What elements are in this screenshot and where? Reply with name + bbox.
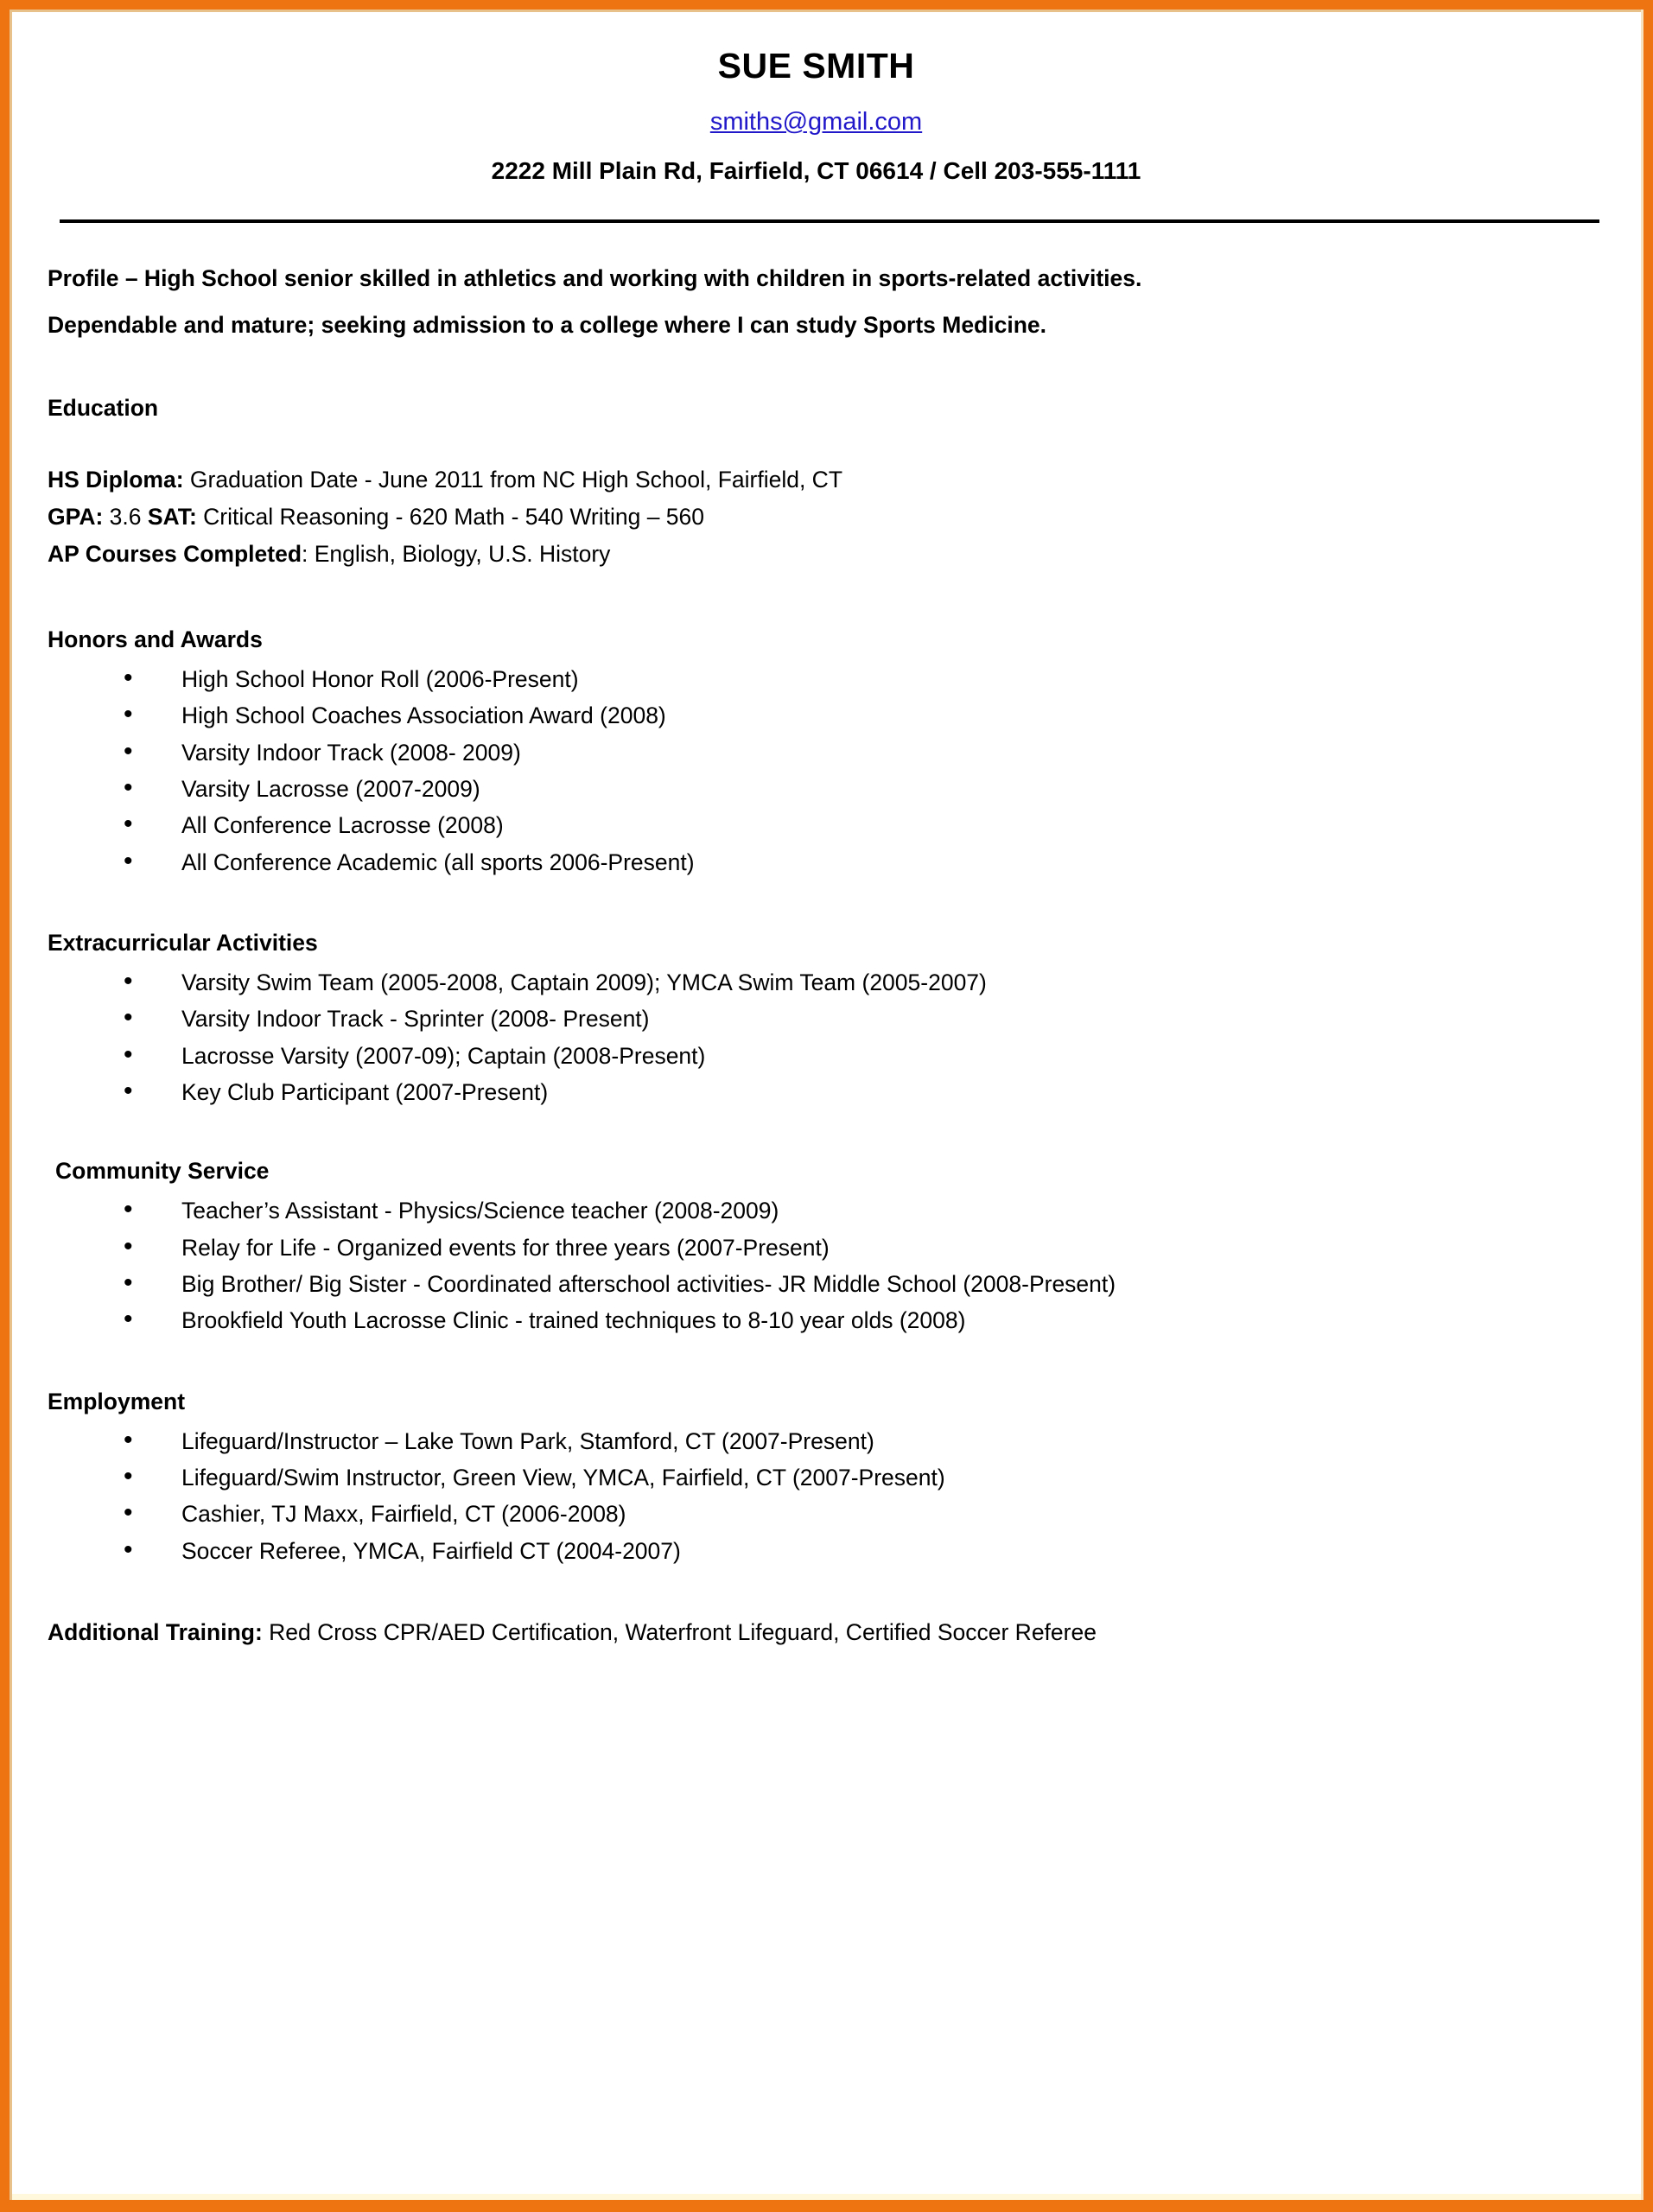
list-item: • Key Club Participant (2007-Present) (48, 1078, 1585, 1115)
document-sheet (12, 12, 1641, 2194)
email-link[interactable]: smiths@gmail.com (709, 108, 923, 137)
sat-value: Critical Reasoning - 620 Math - 540 Writing – 560 (196, 504, 705, 531)
list-item: • All Conference Academic (all sports 2006-Present) (48, 849, 1585, 885)
list-item: • Varsity Lacrosse (2007-2009) (48, 775, 1585, 811)
section-heading-honors-and-awards: Honors and Awards (48, 626, 263, 653)
list-item: • High School Coaches Association Award (2008) (48, 702, 1585, 738)
ap-courses-value: : English, Biology, U.S. History (302, 541, 611, 568)
honors-list (48, 665, 1585, 885)
page-border-inner-top (0, 10, 1653, 12)
list-item: • Varsity Indoor Track (2008- 2009) (48, 739, 1585, 775)
list-item: • Lifeguard/Swim Instructor, Green View, YMCA, Fairfield, CT (2007-Present) (48, 1464, 1585, 1500)
email-row (48, 108, 1585, 137)
profile-section (48, 261, 1585, 343)
list-item: • Cashier, TJ Maxx, Fairfield, CT (2006-2008) (48, 1500, 1585, 1536)
section-heading-employment: Employment (48, 1388, 186, 1414)
extracurricular-list (48, 969, 1585, 1115)
additional-training-label: Additional Training: (48, 1618, 263, 1645)
diploma-label: HS Diploma: (48, 467, 184, 493)
document-content (12, 47, 1641, 1649)
list-item: • Lifeguard/Instructor – Lake Town Park, Stamford, CT (2007-Present) (48, 1427, 1585, 1464)
diploma-value: Graduation Date - June 2011 from NC High School, Fairfield, CT (183, 467, 843, 493)
education-diploma-row (48, 463, 1585, 497)
list-item: • Varsity Indoor Track - Sprinter (2008- Present) (48, 1005, 1585, 1041)
page-border-top (0, 0, 1653, 10)
list-item: • Varsity Swim Team (2005-2008, Captain 2009); YMCA Swim Team (2005-2007) (48, 969, 1585, 1005)
page-border-inner-bottom (0, 2194, 1653, 2200)
sat-label: SAT: (147, 504, 197, 531)
section-heading-education: Education (48, 395, 159, 422)
header-divider-rule (60, 219, 1599, 223)
ap-courses-label: AP Courses Completed (48, 541, 302, 568)
list-item: • Teacher’s Assistant - Physics/Science teacher (2008-2009) (48, 1197, 1585, 1233)
contact-line: 2222 Mill Plain Rd, Fairfield, CT 06614 / Cell 203-555-1111 (491, 157, 1141, 185)
gpa-value: 3.6 (103, 504, 148, 531)
page-border-right (1643, 0, 1653, 2212)
additional-training-row (48, 1617, 1585, 1649)
list-item: • Big Brother/ Big Sister - Coordinated afterschool activities- JR Middle School (2008-Present) (48, 1270, 1585, 1306)
education-scores-row (48, 500, 1585, 534)
page-border-left (0, 0, 10, 2212)
candidate-name: SUE SMITH (717, 46, 915, 86)
profile-line-2: Dependable and mature; seeking admission to a college where I can study Sports Medicine. (48, 312, 1046, 339)
list-item: • Lacrosse Varsity (2007-09); Captain (2008-Present) (48, 1042, 1585, 1078)
section-heading-community-service: Community Service (55, 1158, 270, 1185)
gpa-label: GPA: (48, 504, 104, 531)
education-ap-row (48, 537, 1585, 571)
list-item: • All Conference Lacrosse (2008) (48, 811, 1585, 848)
list-item: • High School Honor Roll (2006-Present) (48, 665, 1585, 702)
employment-list (48, 1427, 1585, 1573)
additional-training-value: Red Cross CPR/AED Certification, Waterfront Lifeguard, Certified Soccer Referee (262, 1618, 1097, 1645)
education-details (48, 463, 1585, 571)
list-item: • Brookfield Youth Lacrosse Clinic - trained techniques to 8-10 year olds (2008) (48, 1306, 1585, 1343)
page-border-bottom (0, 2200, 1653, 2212)
list-item: • Relay for Life - Organized events for three years (2007-Present) (48, 1234, 1585, 1270)
community-service-list (48, 1197, 1585, 1343)
section-heading-extracurricular-activities: Extracurricular Activities (48, 930, 318, 957)
page-border-inner-left (10, 0, 12, 2212)
profile-line-1: Profile – High School senior skilled in athletics and working with children in sports-related activities. (48, 265, 1142, 292)
list-item: • Soccer Referee, YMCA, Fairfield CT (2004-2007) (48, 1537, 1585, 1573)
